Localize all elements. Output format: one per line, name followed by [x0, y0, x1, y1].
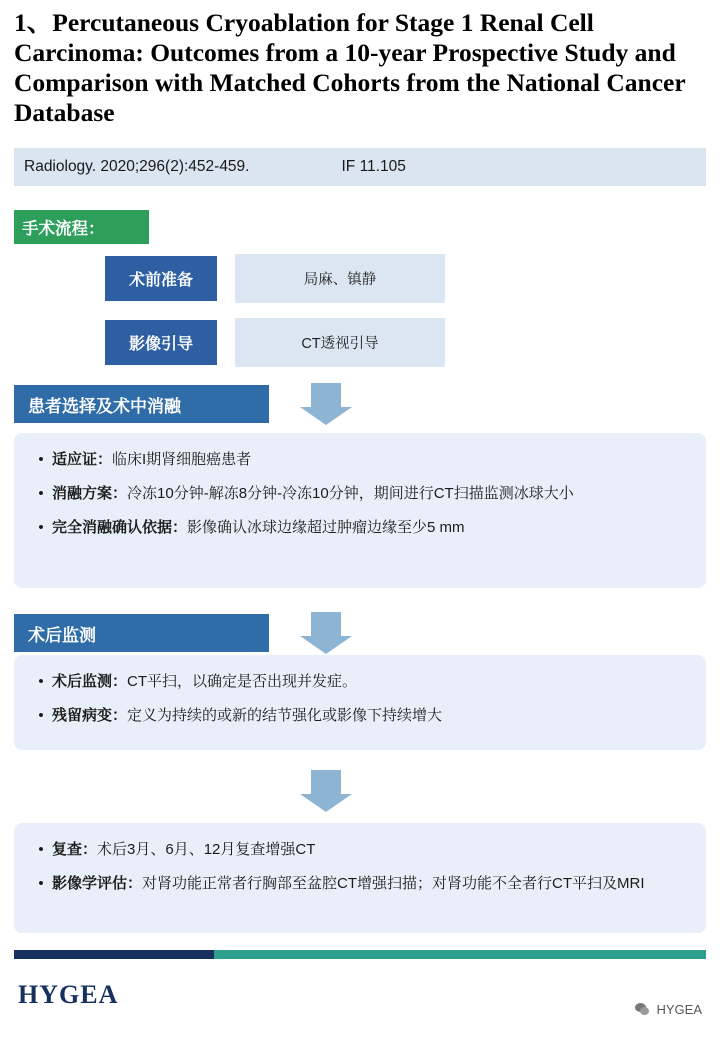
bullet-icon: • [38, 875, 44, 892]
list-item-lead: 复查： [52, 841, 98, 858]
citation-bar [14, 148, 706, 186]
bullet-icon: • [38, 485, 44, 502]
list-item [24, 515, 696, 540]
bullet-icon: • [38, 519, 44, 536]
list-item-text: CT平扫，以确定是否出现并发症。 [127, 673, 358, 690]
brand-logo: HYGEA [18, 980, 119, 1009]
list-item-lead: 残留病变： [52, 707, 128, 724]
step-guidance-label: 影像引导 [105, 320, 217, 365]
bullet-icon: • [38, 451, 44, 468]
bullet-icon: • [38, 841, 44, 858]
list-item-lead: 术后监测： [52, 673, 128, 690]
step-guidance-detail: CT透视引导 [235, 318, 445, 367]
wechat-icon [635, 1003, 650, 1016]
list-item-text: 术后3月、6月、12月复查增强CT [97, 841, 316, 858]
header-patient-selection: 患者选择及术中消融 [14, 385, 269, 423]
selection-panel [14, 433, 706, 588]
section-label-procedure: 手术流程： [14, 210, 149, 244]
list-item-lead: 影像学评估： [52, 875, 143, 892]
followup-panel [14, 823, 706, 933]
list-item-lead: 消融方案： [52, 485, 128, 502]
list-item [24, 447, 696, 472]
down-arrow-icon [300, 770, 352, 812]
list-item-text: 定义为持续的或新的结节强化或影像下持续增大 [127, 707, 443, 724]
down-arrow-icon [300, 383, 352, 425]
impact-factor: IF 11.105 [341, 158, 406, 175]
list-item [24, 669, 696, 694]
page-title: 1、Percutaneous Cryoablation for Stage 1 Renal Cell Carcinoma: Outcomes from a 10-year Prospective Study and Comparison with Matched Cohorts from the National Cancer Database [14, 8, 686, 127]
citation-text: Radiology. 2020;296(2):452-459. [24, 158, 250, 175]
wechat-handle-label: HYGEA [656, 1002, 702, 1017]
list-item-lead: 适应证： [52, 451, 113, 468]
list-item [24, 837, 696, 862]
postop-panel [14, 655, 706, 750]
wechat-handle [635, 1002, 702, 1017]
list-item-lead: 完全消融确认依据： [52, 519, 188, 536]
footer-divider [14, 950, 706, 959]
header-postop-monitoring: 术后监测 [14, 614, 269, 652]
list-item-text: 冷冻10分钟-解冻8分钟-冷冻10分钟，期间进行CT扫描监测冰球大小 [127, 485, 574, 502]
list-item-text: 影像确认冰球边缘超过肿瘤边缘至少5 mm [187, 519, 465, 536]
list-item [24, 481, 696, 506]
down-arrow-icon [300, 612, 352, 654]
step-preop-detail: 局麻、镇静 [235, 254, 445, 303]
list-item [24, 871, 696, 896]
list-item [24, 703, 696, 728]
list-item-text: 临床I期肾细胞癌患者 [112, 451, 252, 468]
list-item-text: 对肾功能正常者行胸部至盆腔CT增强扫描；对肾功能不全者行CT平扫及MRI [142, 875, 645, 892]
bullet-icon: • [38, 673, 44, 690]
bullet-icon: • [38, 707, 44, 724]
step-preop-label: 术前准备 [105, 256, 217, 301]
